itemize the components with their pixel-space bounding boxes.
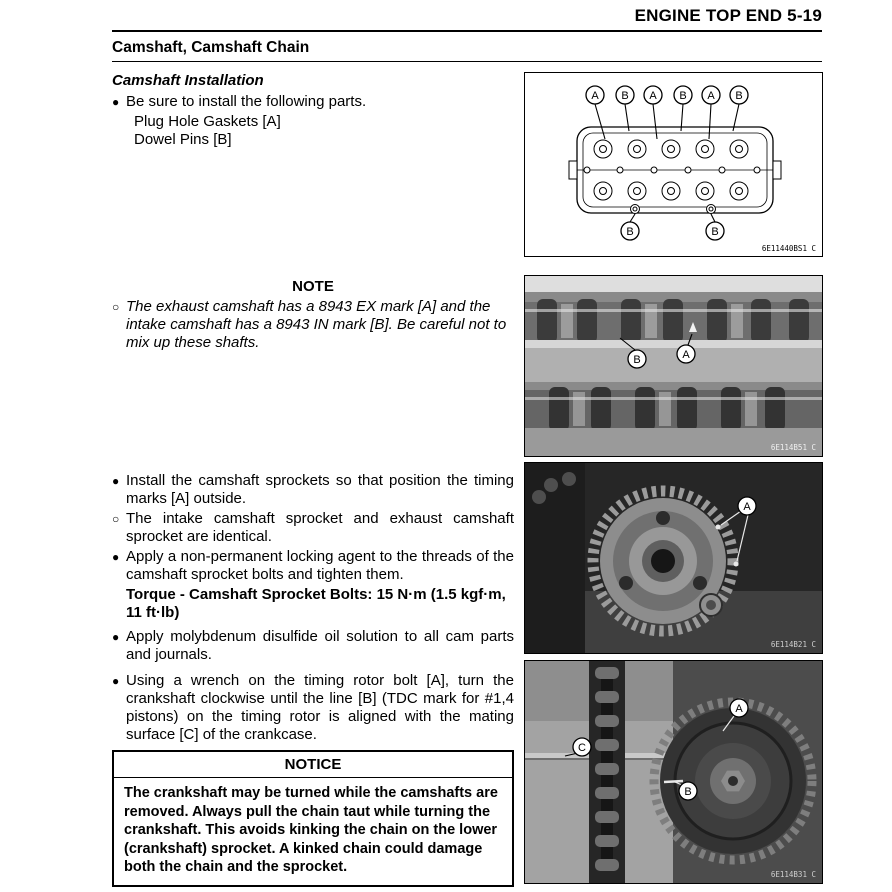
callout-a [677, 345, 695, 363]
figure-sprocket [524, 462, 823, 654]
callout-b [628, 350, 646, 368]
notice-box [112, 750, 514, 887]
open-bullet-marker: ○ [112, 512, 120, 526]
camshafts-photo [525, 276, 822, 456]
figure-cylinder-head [524, 72, 823, 257]
notice-text: The crankshaft may be turned while the camshafts are removed. Always pull the chain taut while turning the crankshaft. This avoids kinking the chain on the lower (crankshaft) sprocket. A kinked chain could damage both the chain and the sprocket. [124, 785, 498, 875]
figure-camshafts [524, 275, 823, 457]
page-header-title: ENGINE TOP END 5-19 [634, 6, 822, 25]
svg-text:A: A [735, 703, 743, 715]
figure-caption: 6E114B31 C [770, 870, 816, 879]
svg-text:A: A [707, 90, 715, 102]
svg-text:B: B [621, 90, 629, 102]
bullet-marker: ● [112, 474, 120, 488]
intake-camshaft [525, 387, 822, 431]
cam-sprocket [593, 491, 733, 631]
callout-a [738, 497, 756, 515]
sub-item-plug-hole-gaskets: Plug Hole Gaskets [A] [134, 113, 281, 130]
figure-caption: 6E114B21 C [770, 640, 816, 649]
bullet-sprocket-position [112, 472, 514, 508]
sprocket-photo [525, 463, 822, 653]
bullet-install-parts [112, 93, 514, 111]
figure-caption: 6E114B51 C [770, 443, 816, 452]
svg-text:A: A [682, 349, 690, 361]
cam-chain [589, 661, 625, 883]
bullet-marker: ● [112, 95, 120, 109]
bullet-locking-agent [112, 548, 514, 584]
bullet-text: The intake camshaft sprocket and exhaust camshaft sprocket are identical. [126, 510, 514, 545]
note-paragraph [112, 298, 514, 352]
figure-caption: 6E11440BS1 C [761, 244, 816, 253]
callout-b [679, 782, 697, 800]
bullet-moly-oil [112, 628, 514, 664]
svg-text:A: A [743, 501, 751, 513]
bullet-marker: ● [112, 630, 120, 644]
svg-text:A: A [591, 90, 599, 102]
exhaust-camshaft [525, 299, 822, 343]
subsection-title: Camshaft Installation [112, 72, 264, 89]
note-title: NOTE [292, 278, 334, 295]
bullet-text: Be sure to install the following parts. [126, 93, 367, 110]
note-text: The exhaust camshaft has a 8943 EX mark [A] and the intake camshaft has a 8943 IN mark [B]. Be careful not to mix up these shafts. [126, 298, 507, 351]
svg-text:C: C [578, 742, 586, 754]
callout-c [573, 738, 591, 756]
svg-text:B: B [684, 786, 692, 798]
sub-item-dowel-pins: Dowel Pins [B] [134, 131, 232, 148]
bullet-text: Install the camshaft sprockets so that position the timing marks [A] outside. [126, 472, 514, 507]
tdc-line-mark [664, 781, 683, 782]
timing-rotor-photo [525, 661, 822, 883]
notice-rule [114, 777, 512, 778]
open-bullet-marker: ○ [112, 300, 120, 314]
section-rule [112, 61, 822, 62]
callout-a [730, 699, 748, 717]
svg-text:B: B [633, 354, 641, 366]
svg-text:B: B [626, 226, 634, 238]
svg-text:B: B [711, 226, 719, 238]
svg-text:B: B [735, 90, 743, 102]
bullet-marker: ● [112, 674, 120, 688]
callout-balloons-bottom [621, 222, 724, 240]
torque-spec: Torque - Camshaft Sprocket Bolts: 15 N·m (1.5 kgf·m, 11 ft·lb) [126, 586, 506, 621]
bullet-timing-rotor [112, 672, 514, 744]
section-title: Camshaft, Camshaft Chain [112, 39, 310, 56]
text-column [112, 72, 514, 887]
svg-text:A: A [649, 90, 657, 102]
bullet-sprocket-identical [112, 510, 514, 546]
note-block [112, 278, 514, 352]
bullet-text: Apply molybdenum disulfide oil solution to all cam parts and journals. [126, 628, 514, 663]
header-rule [112, 30, 822, 32]
svg-text:B: B [679, 90, 687, 102]
figure-column [524, 72, 823, 884]
figure-timing-rotor [524, 660, 823, 884]
bullet-text: Using a wrench on the timing rotor bolt [A], turn the crankshaft clockwise until the line [B] (TDC mark for #1,4 pistons) on the timing rotor is aligned with the mating surface [C] of the crankcase. [126, 672, 514, 743]
bullet-text: Apply a non-permanent locking agent to the threads of the camshaft sprocket bolts and tighten them. [126, 548, 514, 583]
cylinder-head-diagram [525, 73, 822, 256]
bullet-marker: ● [112, 550, 120, 564]
callout-balloons-top [586, 86, 748, 104]
notice-title: NOTICE [284, 756, 342, 773]
